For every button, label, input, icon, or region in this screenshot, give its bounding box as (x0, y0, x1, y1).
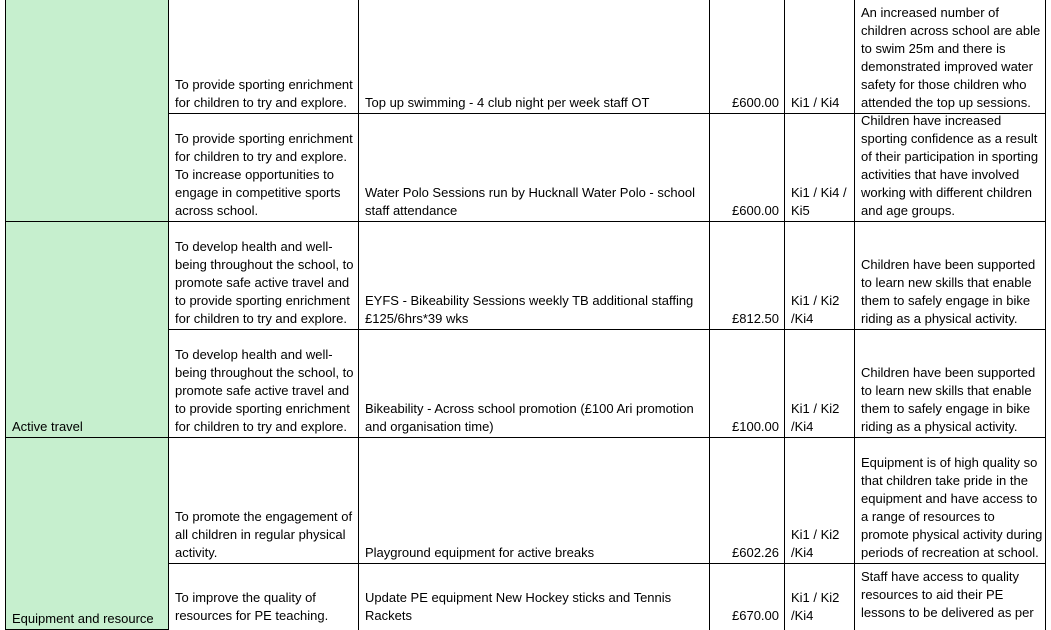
cost-text: £600.00 (732, 203, 779, 218)
ki-cell (785, 438, 855, 564)
ki-cell (785, 330, 855, 438)
implementation-text: Bikeability - Across school promotion (£100 Ari promotion and organisation time) (365, 401, 694, 434)
intent-cell (169, 0, 359, 114)
impact-cell (855, 564, 1046, 630)
implementation-text: Top up swimming - 4 club night per week staff OT (365, 95, 650, 110)
ki-text: Ki1 / Ki2 /Ki4 (791, 527, 840, 560)
implementation-cell (359, 438, 710, 564)
cost-cell (710, 438, 785, 564)
impact-text: Equipment is of high quality so that children take pride in the equipment and have access to a range of resources to promote physical activity during periods of recreation at school. (861, 455, 1043, 560)
cost-cell (710, 330, 785, 438)
impact-text: Children have increased sporting confidence as a result of their participation in sporting activities that have involved working with different children and age groups. (861, 113, 1039, 218)
category-label: Equipment and resource (12, 611, 154, 626)
implementation-cell (359, 564, 710, 630)
ki-text: Ki1 / Ki2 /Ki4 (791, 401, 840, 434)
implementation-text: Update PE equipment New Hockey sticks and Tennis Rackets (365, 590, 672, 623)
cost-cell (710, 114, 785, 222)
cost-text: £600.00 (732, 95, 779, 110)
impact-cell (855, 438, 1046, 564)
ki-text: Ki1 / Ki2 /Ki4 (791, 293, 840, 326)
intent-text: To promote the engagement of all children in regular physical activity. (175, 509, 353, 560)
category-cell (6, 438, 169, 630)
implementation-cell (359, 0, 710, 114)
category-cell (6, 0, 169, 222)
cost-text: £100.00 (732, 419, 779, 434)
intent-text: To provide sporting enrichment for children to try and explore. To increase opportunities to engage in competitive sports across school. (175, 131, 353, 218)
table-left-border (5, 0, 6, 630)
category-label: Active travel (12, 419, 83, 434)
intent-text: To improve the quality of resources for PE teaching. (175, 590, 329, 623)
implementation-text: Playground equipment for active breaks (365, 545, 595, 560)
ki-text: Ki1 / Ki4 / Ki5 (791, 185, 847, 218)
impact-cell (855, 222, 1046, 330)
cost-text: £602.26 (732, 545, 779, 560)
intent-text: To develop health and well-being throughout the school, to promote safe active travel and to provide sporting enrichment for children to try and explore. (175, 347, 354, 434)
impact-cell (855, 114, 1046, 222)
ki-cell (785, 222, 855, 330)
ki-text: Ki1 / Ki4 (791, 95, 840, 110)
intent-text: To develop health and well-being throughout the school, to promote safe active travel and to provide sporting enrichment for children to try and explore. (175, 239, 354, 326)
ki-cell (785, 0, 855, 114)
ki-text: Ki1 / Ki2 /Ki4 (791, 590, 840, 623)
intent-cell (169, 222, 359, 330)
implementation-text: EYFS - Bikeability Sessions weekly TB additional staffing £125/6hrs*39 wks (365, 293, 694, 326)
cost-cell (710, 222, 785, 330)
intent-cell (169, 330, 359, 438)
implementation-cell (359, 222, 710, 330)
intent-cell (169, 438, 359, 564)
implementation-cell (359, 330, 710, 438)
ki-cell (785, 564, 855, 630)
cost-cell (710, 0, 785, 114)
implementation-cell (359, 114, 710, 222)
cost-text: £670.00 (732, 608, 779, 623)
impact-text: Children have been supported to learn new skills that enable them to safely engage in bike riding as a physical activity. (861, 365, 1036, 434)
impact-cell (855, 330, 1046, 438)
cost-text: £812.50 (732, 311, 779, 326)
ki-cell (785, 114, 855, 222)
cost-cell (710, 564, 785, 630)
impact-text: Children have been supported to learn new skills that enable them to safely engage in bike riding as a physical activity. (861, 257, 1036, 326)
category-cell (6, 222, 169, 438)
implementation-text: Water Polo Sessions run by Hucknall Water Polo - school staff attendance (365, 185, 695, 218)
impact-text: Staff have access to quality resources to aid their PE lessons to be delivered as per (861, 569, 1034, 620)
intent-cell (169, 564, 359, 630)
impact-cell (855, 0, 1046, 114)
impact-text: An increased number of children across school are able to swim 25m and there is demonstrated improved water safety for those children who attended the top up sessions. (861, 5, 1041, 110)
intent-cell (169, 114, 359, 222)
intent-text: To provide sporting enrichment for children to try and explore. (175, 77, 353, 110)
